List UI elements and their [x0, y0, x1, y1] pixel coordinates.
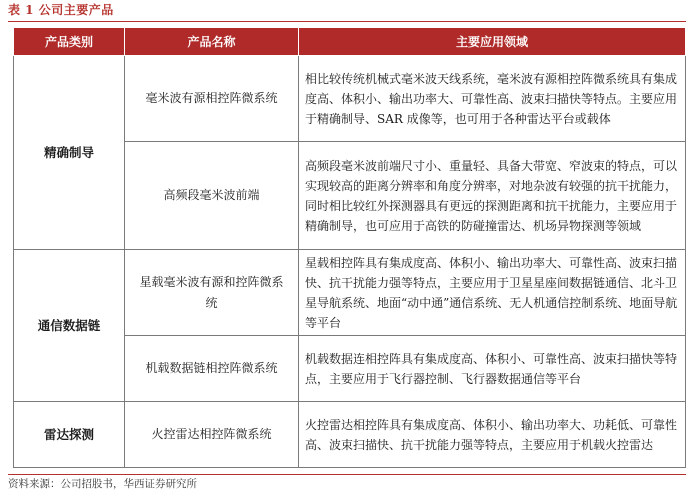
application-cell: 火控雷达相控阵具有集成度高、体积小、输出功率大、功耗低、可靠性高、波束扫描快、抗干扰能力强等特点，主要应用于机载火控雷达 [299, 402, 686, 468]
table-row [14, 56, 686, 142]
product-name-cell: 高频段毫米波前端 [125, 142, 299, 250]
bottom-divider [8, 474, 686, 475]
header-category: 产品类别 [14, 28, 125, 56]
category-cell: 通信数据链 [14, 250, 125, 402]
top-divider [8, 21, 686, 22]
table-header-row [14, 28, 686, 56]
application-cell: 高频段毫米波前端尺寸小、重量轻、具备大带宽、窄波束的特点，可以实现较高的距离分辨率和角度分辨率，对地杂波有较强的抗干扰能力，同时相比较红外探测器具有更远的探测距离和抗干扰能力，主要应用于精确制导，也可应用于高铁的防碰撞雷达、机场异物探测等领域 [299, 142, 686, 250]
product-name-cell: 机载数据链相控阵微系统 [125, 336, 299, 402]
category-cell: 雷达探测 [14, 402, 125, 468]
product-name-cell: 星载毫米波有源和控阵微系统 [125, 250, 299, 336]
application-cell: 相比较传统机械式毫米波天线系统，毫米波有源相控阵微系统具有集成度高、体积小、输出功率大、可靠性高、波束扫描快等特点。主要应用于精确制导、SAR 成像等，也可用于各种雷达平台或载体 [299, 56, 686, 142]
header-product-name: 产品名称 [125, 28, 299, 56]
product-name-cell: 毫米波有源相控阵微系统 [125, 56, 299, 142]
table-row [14, 402, 686, 468]
source-note: 资料来源：公司招股书，华西证券研究所 [8, 478, 197, 490]
table-caption: 表 1 公司主要产品 [8, 3, 114, 17]
application-cell: 机载数据连相控阵具有集成度高、体积小、可靠性高、波束扫描快等特点，主要应用于飞行器控制、飞行器数据通信等平台 [299, 336, 686, 402]
table-row [14, 250, 686, 336]
application-cell: 星载相控阵具有集成度高、体积小、输出功率大、可靠性高、波束扫描快、抗干扰能力强等特点，主要应用于卫星星座间数据链通信、北斗卫星导航系统、地面“动中通”通信系统、无人机通信控制系统、地面导航等平台 [299, 250, 686, 336]
products-table [13, 27, 686, 468]
header-application: 主要应用领域 [299, 28, 686, 56]
category-cell: 精确制导 [14, 56, 125, 250]
product-name-cell: 火控雷达相控阵微系统 [125, 402, 299, 468]
